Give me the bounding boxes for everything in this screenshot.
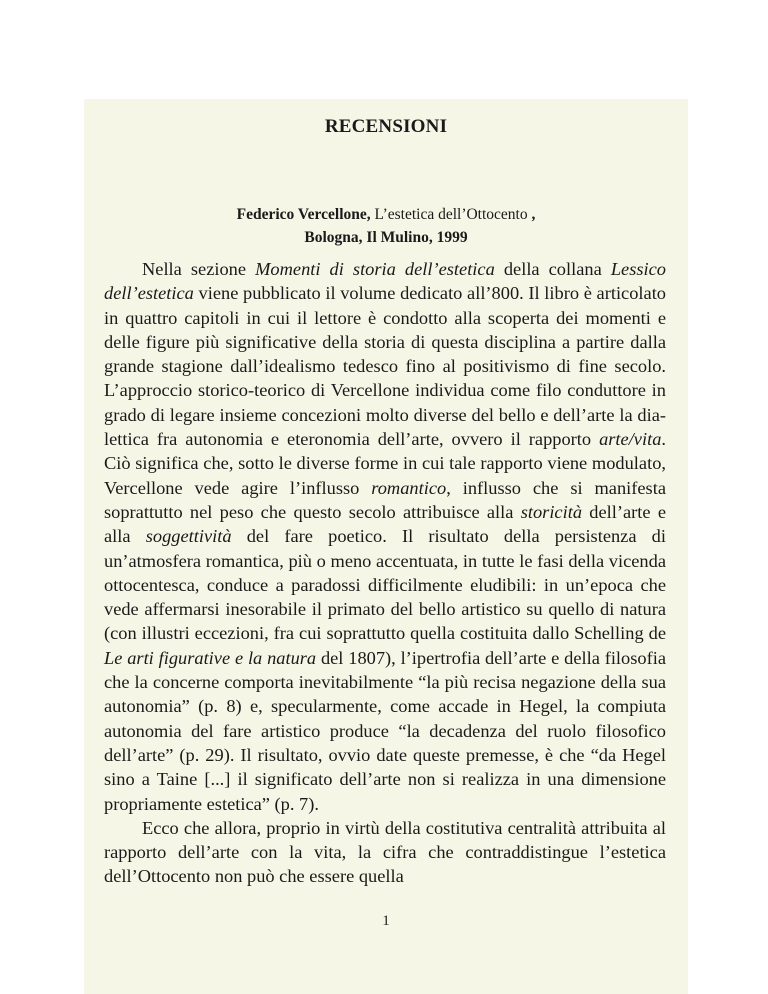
text-segment: della collana — [494, 259, 611, 279]
review-body — [104, 257, 666, 889]
citation-publisher: Bologna, Il Mulino, 1999 — [304, 229, 468, 246]
section-heading: RECENSIONI — [324, 116, 448, 137]
italic-text-segment: Le arti figurative e la natura — [104, 647, 317, 668]
document-page — [84, 99, 688, 994]
text-segment: . Ciò significa che, sotto le diverse forme in cui tale rapporto viene modulato, Vercellone vede agire l’influsso — [104, 429, 666, 498]
text-segment: del 1807), l’ipertrofia dell’arte e della filosofia che la concerne comporta inevitabilmente “la più recisa negazione della sua autonomia” (p. 8) e, specularmente, come accade in Hegel, la compiuta autonomia del fare artistico produce “la decadenza del ruolo filosofico dell’arte” (p. 29). Il risultato, ovvio date queste premesse, è che “da Hegel sino a Taine [...] il significato dell’arte non si realizza in una dimensione propriamente estetica” (p. 7). — [104, 647, 666, 814]
text-segment: viene pubblicato il volume dedicato all’800. Il libro è articolato in quattro capitoli in cui il lettore è condotto alla scoperta dei momenti e delle figure più significative della storia di questa disciplina a partire dalla grande stagione dall’idealismo tedesco fino al positivismo di fine secolo. L’approccio storico-teorico di Vercellone individua come filo conduttore in grado di legare insieme concezioni molto diverse del bello e dell’arte la dialettica fra autonomia e eteronomia dell’arte, ovvero il rapporto — [104, 283, 666, 450]
text-segment: , influsso che si manifesta soprattutto nel peso che questo secolo attribuisce alla — [104, 477, 666, 522]
italic-text-segment: romantico — [371, 477, 447, 498]
text-segment: dell’arte e alla — [104, 501, 666, 547]
body-paragraph-1 — [104, 257, 666, 816]
italic-text-segment: storicità — [520, 501, 583, 522]
italic-text-segment: arte/vita — [599, 429, 662, 450]
italic-text-segment: Lessico dell’estetica — [104, 259, 666, 304]
page-number: 1 — [382, 913, 390, 929]
review-citation — [84, 203, 688, 249]
citation-line-1 — [84, 203, 688, 226]
italic-text-segment: Momenti di storia dell’estetica — [255, 259, 495, 279]
citation-title: L’estetica dell’Ottocento — [374, 206, 528, 223]
citation-comma: , — [527, 206, 536, 223]
text-segment: del fare poetico. Il risultato della persistenza di un’atmosfera romantica, più o meno accentuata, in tutte le fasi della vicenda ottocentesca, conduce a paradossi difficilmente eludibili: in un’epoca che vede affermarsi inesorabile il primato del bello artistico su quello di natura (con illustri eccezioni, fra cui soprattutto quella costituita dallo Schelling de — [104, 526, 666, 644]
body-paragraph-2: Ecco che allora, proprio in virtù della costitutiva centralità attribuita al rapporto dell’arte con la vita, la cifra che contraddistingue l’estetica dell’Ottocento non può che essere quella — [104, 817, 666, 887]
citation-author: Federico Vercellone, — [236, 206, 371, 223]
text-segment: Nella sezione — [142, 259, 256, 279]
italic-text-segment: soggettività — [145, 526, 232, 547]
